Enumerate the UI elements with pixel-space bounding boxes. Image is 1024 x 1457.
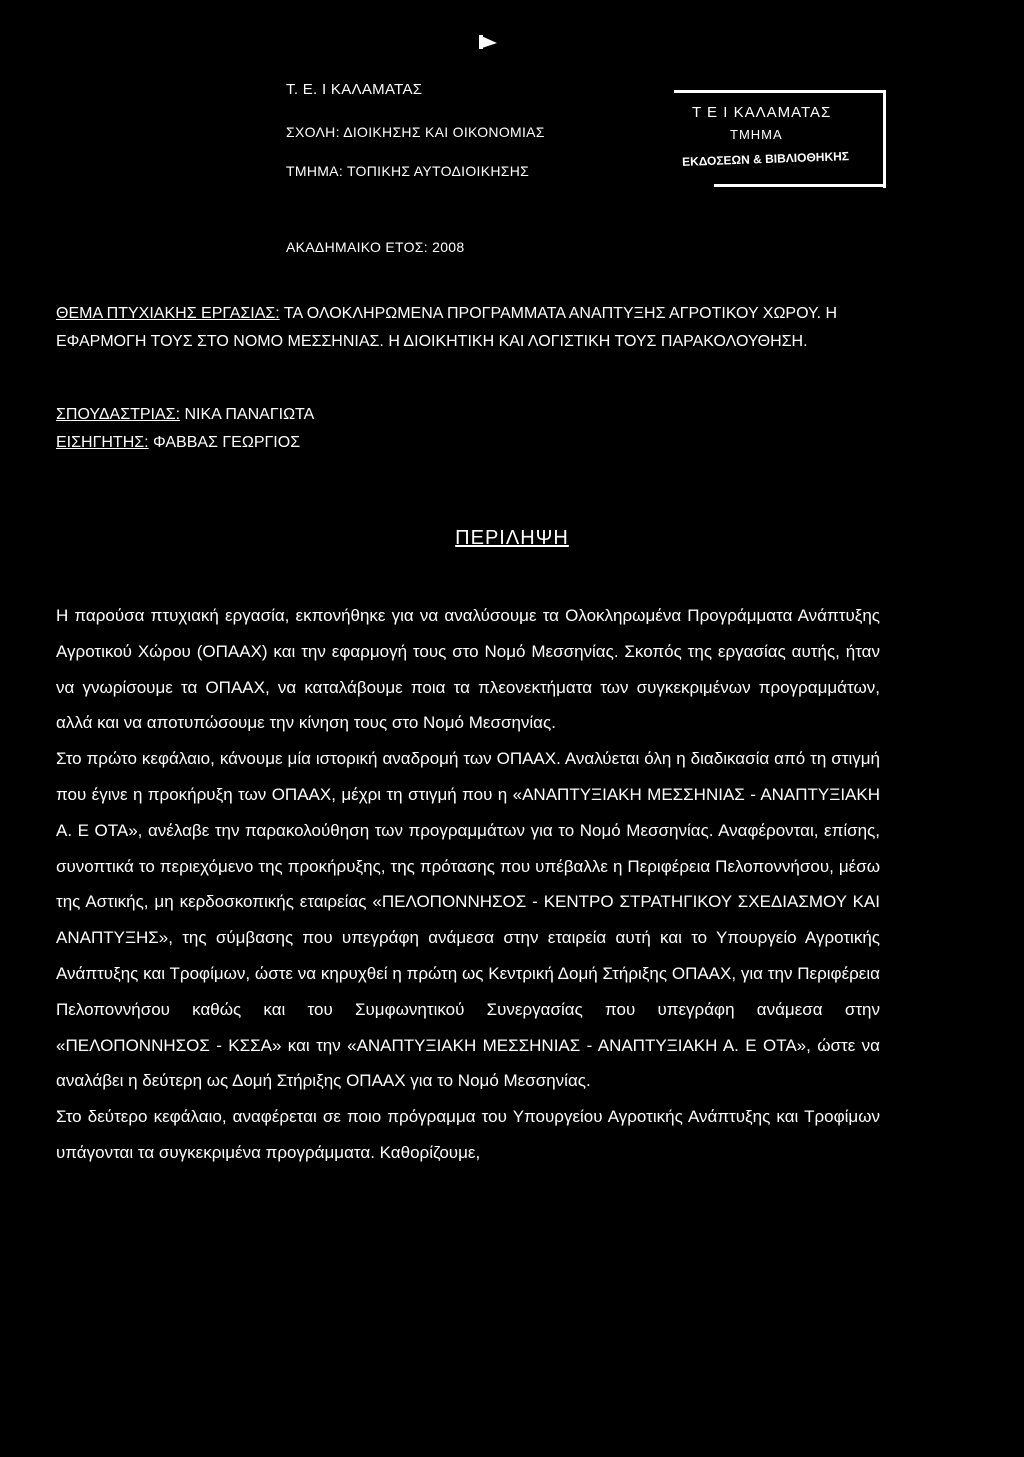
abstract-paragraph: Στο δεύτερο κεφάλαιο, αναφέρεται σε ποιο πρόγραμμα του Υπουργείου Αγροτικής Ανάπτυξης και Τροφίμων υπάγονται τα συγκεκριμένα προγράμματα. Καθορίζουμε, — [56, 1107, 880, 1162]
stamp-border-top — [674, 90, 886, 93]
abstract-paragraph: Η παρούσα πτυχιακή εργασία, εκπονήθηκε για να αναλύσουμε τα Ολοκληρωμένα Προγράμματα Ανάπτυξης Αγροτικού Χώρου (ΟΠΑΑΧ) και την εφαρμογή τους στο Νομό Μεσσηνίας. Σκοπός της εργασίας αυτής, ήταν να γνωρίσουμε τα ΟΠΑΑΧ, να καταλάβουμε ποια τα πλεονεκτήματα των συγκεκριμένων προγραμμάτων, αλλά και να αποτυπώσουμε την κίνηση τους στο Νομό Μεσσηνίας. — [56, 606, 880, 733]
department-name: ΤΜΗΜΑ: ΤΟΠΙΚΗΣ ΑΥΤΟΔΙΟΙΚΗΣΗΣ — [286, 163, 530, 179]
advisor-name: ΦΑΒΒΑΣ ΓΕΩΡΓΙΟΣ — [148, 434, 301, 451]
thesis-topic-text: ΤΑ ΟΛΟΚΛΗΡΩΜΕΝΑ ΠΡΟΓΡΑΜΜΑΤΑ ΑΝΑΠΤΥΞΗΣ ΑΓΡΟΤΙΚΟΥ ΧΩΡΟΥ. Η ΕΦΑΡΜΟΓΗ ΤΟΥΣ ΣΤΟ ΝΟΜΟ ΜΕΣΣΗΝΙΑΣ. Η ΔΙΟΙΚΗΤΙΚΗ ΚΑΙ ΛΟΓΙΣΤΙΚΗ ΤΟΥΣ ΠΑΡΑΚΟΛΟΥΘΗΣΗ. — [56, 305, 838, 350]
abstract-body — [56, 598, 880, 1171]
stamp-border-bottom — [714, 184, 886, 187]
abstract-title: ΠΕΡΙΛΗΨΗ — [455, 527, 569, 549]
library-stamp — [674, 90, 886, 188]
abstract-paragraph: Στο πρώτο κεφάλαιο, κάνουμε μία ιστορική αναδρομή των ΟΠΑΑΧ. Αναλύεται όλη η διαδικασία από τη στιγμή που έγινε η προκήρυξη των ΟΠΑΑΧ, μέχρι τη στιγμή που η «ΑΝΑΠΤΥΞΙΑΚΗ ΜΕΣΣΗΝΙΑΣ - ΑΝΑΠΤΥΞΙΑΚΗ Α. Ε ΟΤΑ», ανέλαβε την παρακολούθηση των προγραμμάτων για το Νομό Μεσσηνίας. Αναφέρονται, επίσης, συνοπτικά το περιεχόμενο της προκήρυξης, της πρότασης που υπέβαλλε η Περιφέρεια Πελοποννήσου, μέσω της Αστικής, μη κερδοσκοπικής εταιρείας «ΠΕΛΟΠΟΝΝΗΣΟΣ - ΚΕΝΤΡΟ ΣΤΡΑΤΗΓΙΚΟΥ ΣΧΕΔΙΑΣΜΟΥ ΚΑΙ ΑΝΑΠΤΥΞΗΣ», της σύμβασης που υπεγράφη ανάμεσα στην εταιρεία αυτή και το Υπουργείο Αγροτικής Ανάπτυξης και Τροφίμων, ώστε να κηρυχθεί η πρώτη ως Κεντρική Δομή Στήριξης ΟΠΑΑΧ, για την Περιφέρεια Πελοποννήσου καθώς και του Συμφωνητικού Συνεργασίας που υπεγράφη ανάμεσα στην «ΠΕΛΟΠΟΝΝΗΣΟΣ - ΚΣΣΑ» και την «ΑΝΑΠΤΥΞΙΑΚΗ ΜΕΣΣΗΝΙΑΣ - ΑΝΑΠΤΥΞΙΑΚΗ Α. Ε ΟΤΑ», ώστε να αναλάβει η δεύτερη ως Δομή Στήριξης ΟΠΑΑΧ για το Νομό Μεσσηνίας. — [56, 749, 880, 1091]
advisor-label: ΕΙΣΗΓΗΤΗΣ: — [56, 434, 149, 451]
institution-name: Τ. Ε. Ι ΚΑΛΑΜΑΤΑΣ — [286, 81, 423, 98]
thesis-topic — [56, 300, 876, 356]
stamp-border-right — [883, 90, 886, 188]
academic-year: ΑΚΑΔΗΜΑΙΚΟ ΕΤΟΣ: 2008 — [286, 239, 465, 255]
stamp-line-1: Τ Ε Ι ΚΑΛΑΜΑΤΑΣ — [692, 104, 832, 121]
student-line — [56, 401, 876, 429]
advisor-line — [56, 429, 876, 457]
school-name: ΣΧΟΛΗ: ΔΙΟΙΚΗΣΗΣ ΚΑΙ ΟΙΚΟΝΟΜΙΑΣ — [286, 124, 545, 140]
scan-marker-icon — [477, 33, 499, 51]
student-name: ΝΙΚΑ ΠΑΝΑΓΙΩΤΑ — [180, 406, 315, 423]
stamp-line-3: ΕΚΔΟΣΕΩΝ & ΒΙΒΛΙΟΘΗΚΗΣ — [681, 149, 850, 169]
student-label: ΣΠΟΥΔΑΣΤΡΙΑΣ: — [56, 406, 181, 423]
thesis-topic-label: ΘΕΜΑ ΠΤΥΧΙΑΚΗΣ ΕΡΓΑΣΙΑΣ: — [56, 305, 280, 322]
stamp-line-2: ΤΜΗΜΑ — [730, 127, 783, 142]
